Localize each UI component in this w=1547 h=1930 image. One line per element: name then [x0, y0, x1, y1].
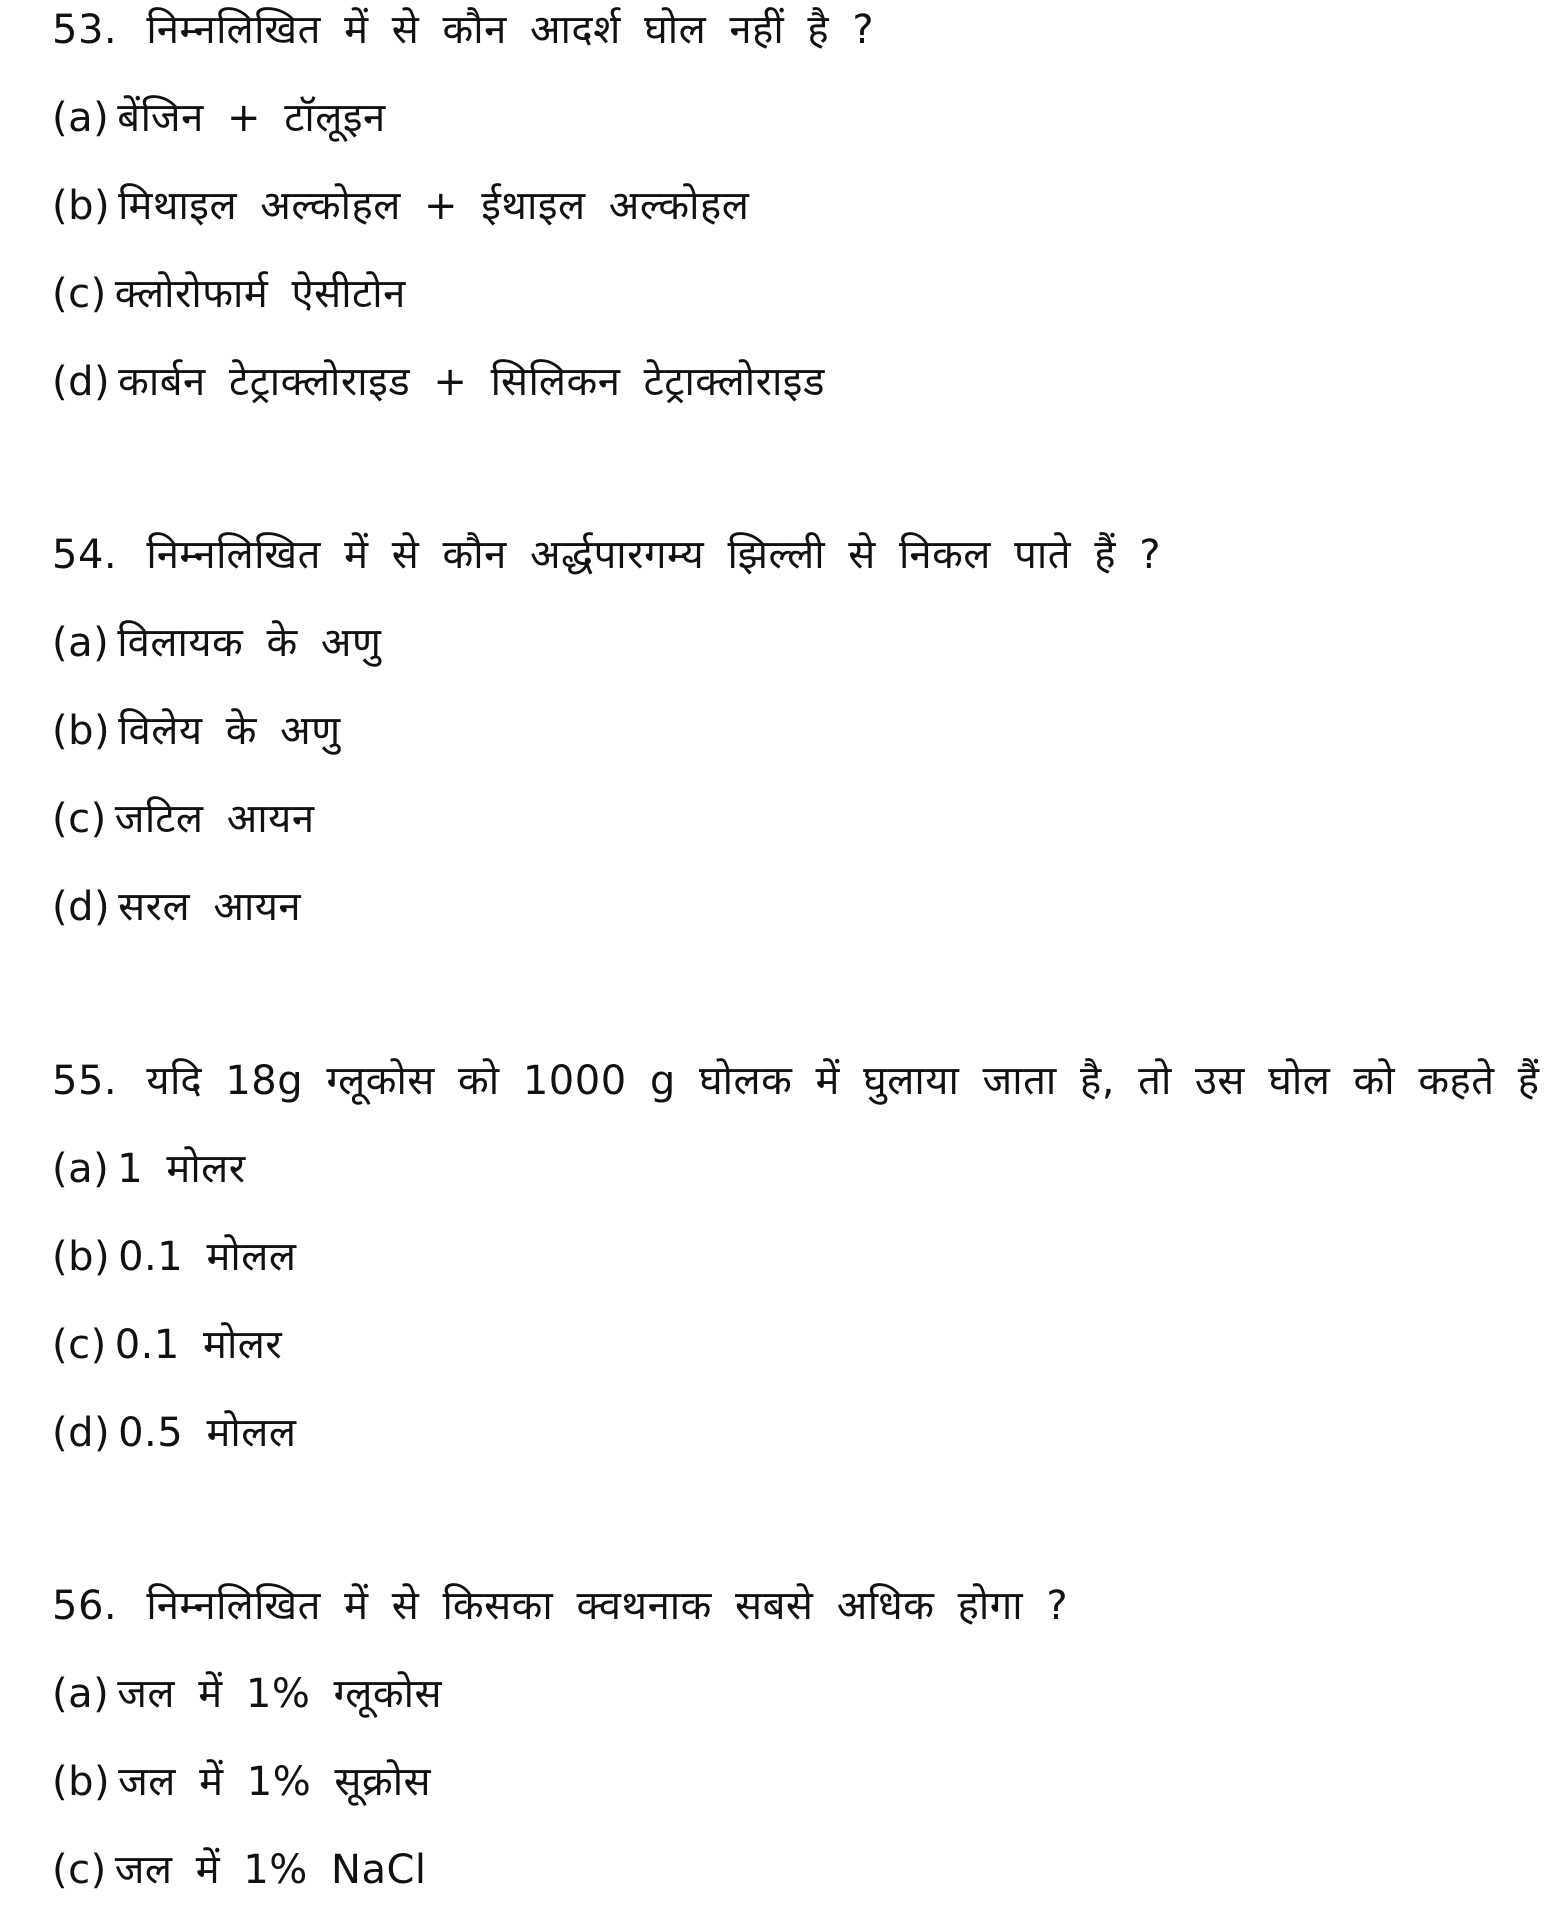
option-a: [52, 615, 1512, 703]
option-label: (c): [52, 1322, 107, 1368]
option-label: (c): [52, 796, 107, 842]
option-label: (c): [52, 271, 107, 317]
option-text: जटिल आयन: [114, 796, 315, 842]
question-stem: [52, 1053, 1540, 1141]
question-55: [52, 1053, 1540, 1493]
question-text: निम्नलिखित में से किसका क्वथनाक सबसे अधिक होगा ?: [146, 1583, 1069, 1629]
option-c: [52, 1842, 1512, 1930]
option-c: [52, 266, 1512, 354]
option-text: सरल आयन: [118, 884, 302, 930]
question-number: 53.: [52, 7, 118, 53]
option-c: [52, 791, 1512, 879]
option-text: जल में 1% NaCl: [114, 1847, 427, 1893]
question-54: [52, 527, 1512, 967]
option-text: विलायक के अणु: [117, 620, 382, 666]
option-label: (b): [52, 183, 111, 229]
option-text: कार्बन टेट्राक्लोराइड + सिलिकन टेट्राक्लोराइड: [118, 359, 825, 405]
option-label: (a): [52, 620, 110, 666]
question-stem: [52, 1578, 1512, 1666]
question-text: यदि 18g ग्लूकोस को 1000 g घोलक में घुलाया जाता है, तो उस घोल को कहते हैं: [146, 1058, 1540, 1104]
option-text: 0.1 मोलर: [114, 1322, 283, 1368]
option-label: (d): [52, 884, 111, 930]
option-label: (a): [52, 1146, 110, 1192]
question-number: 55.: [52, 1058, 118, 1104]
option-text: जल में 1% ग्लूकोस: [117, 1671, 443, 1717]
question-stem: [52, 2, 1512, 90]
option-a: [52, 90, 1512, 178]
option-label: (a): [52, 95, 110, 141]
question-number: 54.: [52, 532, 118, 578]
option-label: (b): [52, 1234, 111, 1280]
option-a: [52, 1141, 1512, 1229]
option-d: [52, 1405, 1512, 1493]
option-a: [52, 1666, 1512, 1754]
option-text: विलेय के अणु: [118, 708, 341, 754]
option-c: [52, 1317, 1512, 1405]
option-text: जल में 1% सूक्रोस: [118, 1759, 432, 1805]
option-label: (b): [52, 708, 111, 754]
option-text: 0.5 मोलल: [118, 1410, 297, 1456]
question-53: [52, 2, 1512, 442]
option-b: [52, 1754, 1512, 1842]
question-56: [52, 1578, 1512, 1930]
question-number: 56.: [52, 1583, 118, 1629]
option-d: [52, 879, 1512, 967]
option-b: [52, 703, 1512, 791]
question-text: निम्नलिखित में से कौन आदर्श घोल नहीं है ?: [146, 7, 875, 53]
option-label: (d): [52, 1410, 111, 1456]
option-d: [52, 354, 1512, 442]
option-label: (b): [52, 1759, 111, 1805]
question-stem: [52, 527, 1512, 615]
option-b: [52, 1229, 1512, 1317]
question-text: निम्नलिखित में से कौन अर्द्धपारगम्य झिल्ली से निकल पाते हैं ?: [146, 532, 1161, 578]
option-text: क्लोरोफार्म ऐसीटोन: [114, 271, 406, 317]
option-text: 1 मोलर: [117, 1146, 246, 1192]
option-label: (a): [52, 1671, 110, 1717]
option-text: 0.1 मोलल: [118, 1234, 297, 1280]
option-text: मिथाइल अल्कोहल + ईथाइल अल्कोहल: [118, 183, 750, 229]
option-b: [52, 178, 1512, 266]
option-text: बेंजिन + टॉलूइन: [117, 95, 386, 141]
option-label: (d): [52, 359, 111, 405]
option-label: (c): [52, 1847, 107, 1893]
